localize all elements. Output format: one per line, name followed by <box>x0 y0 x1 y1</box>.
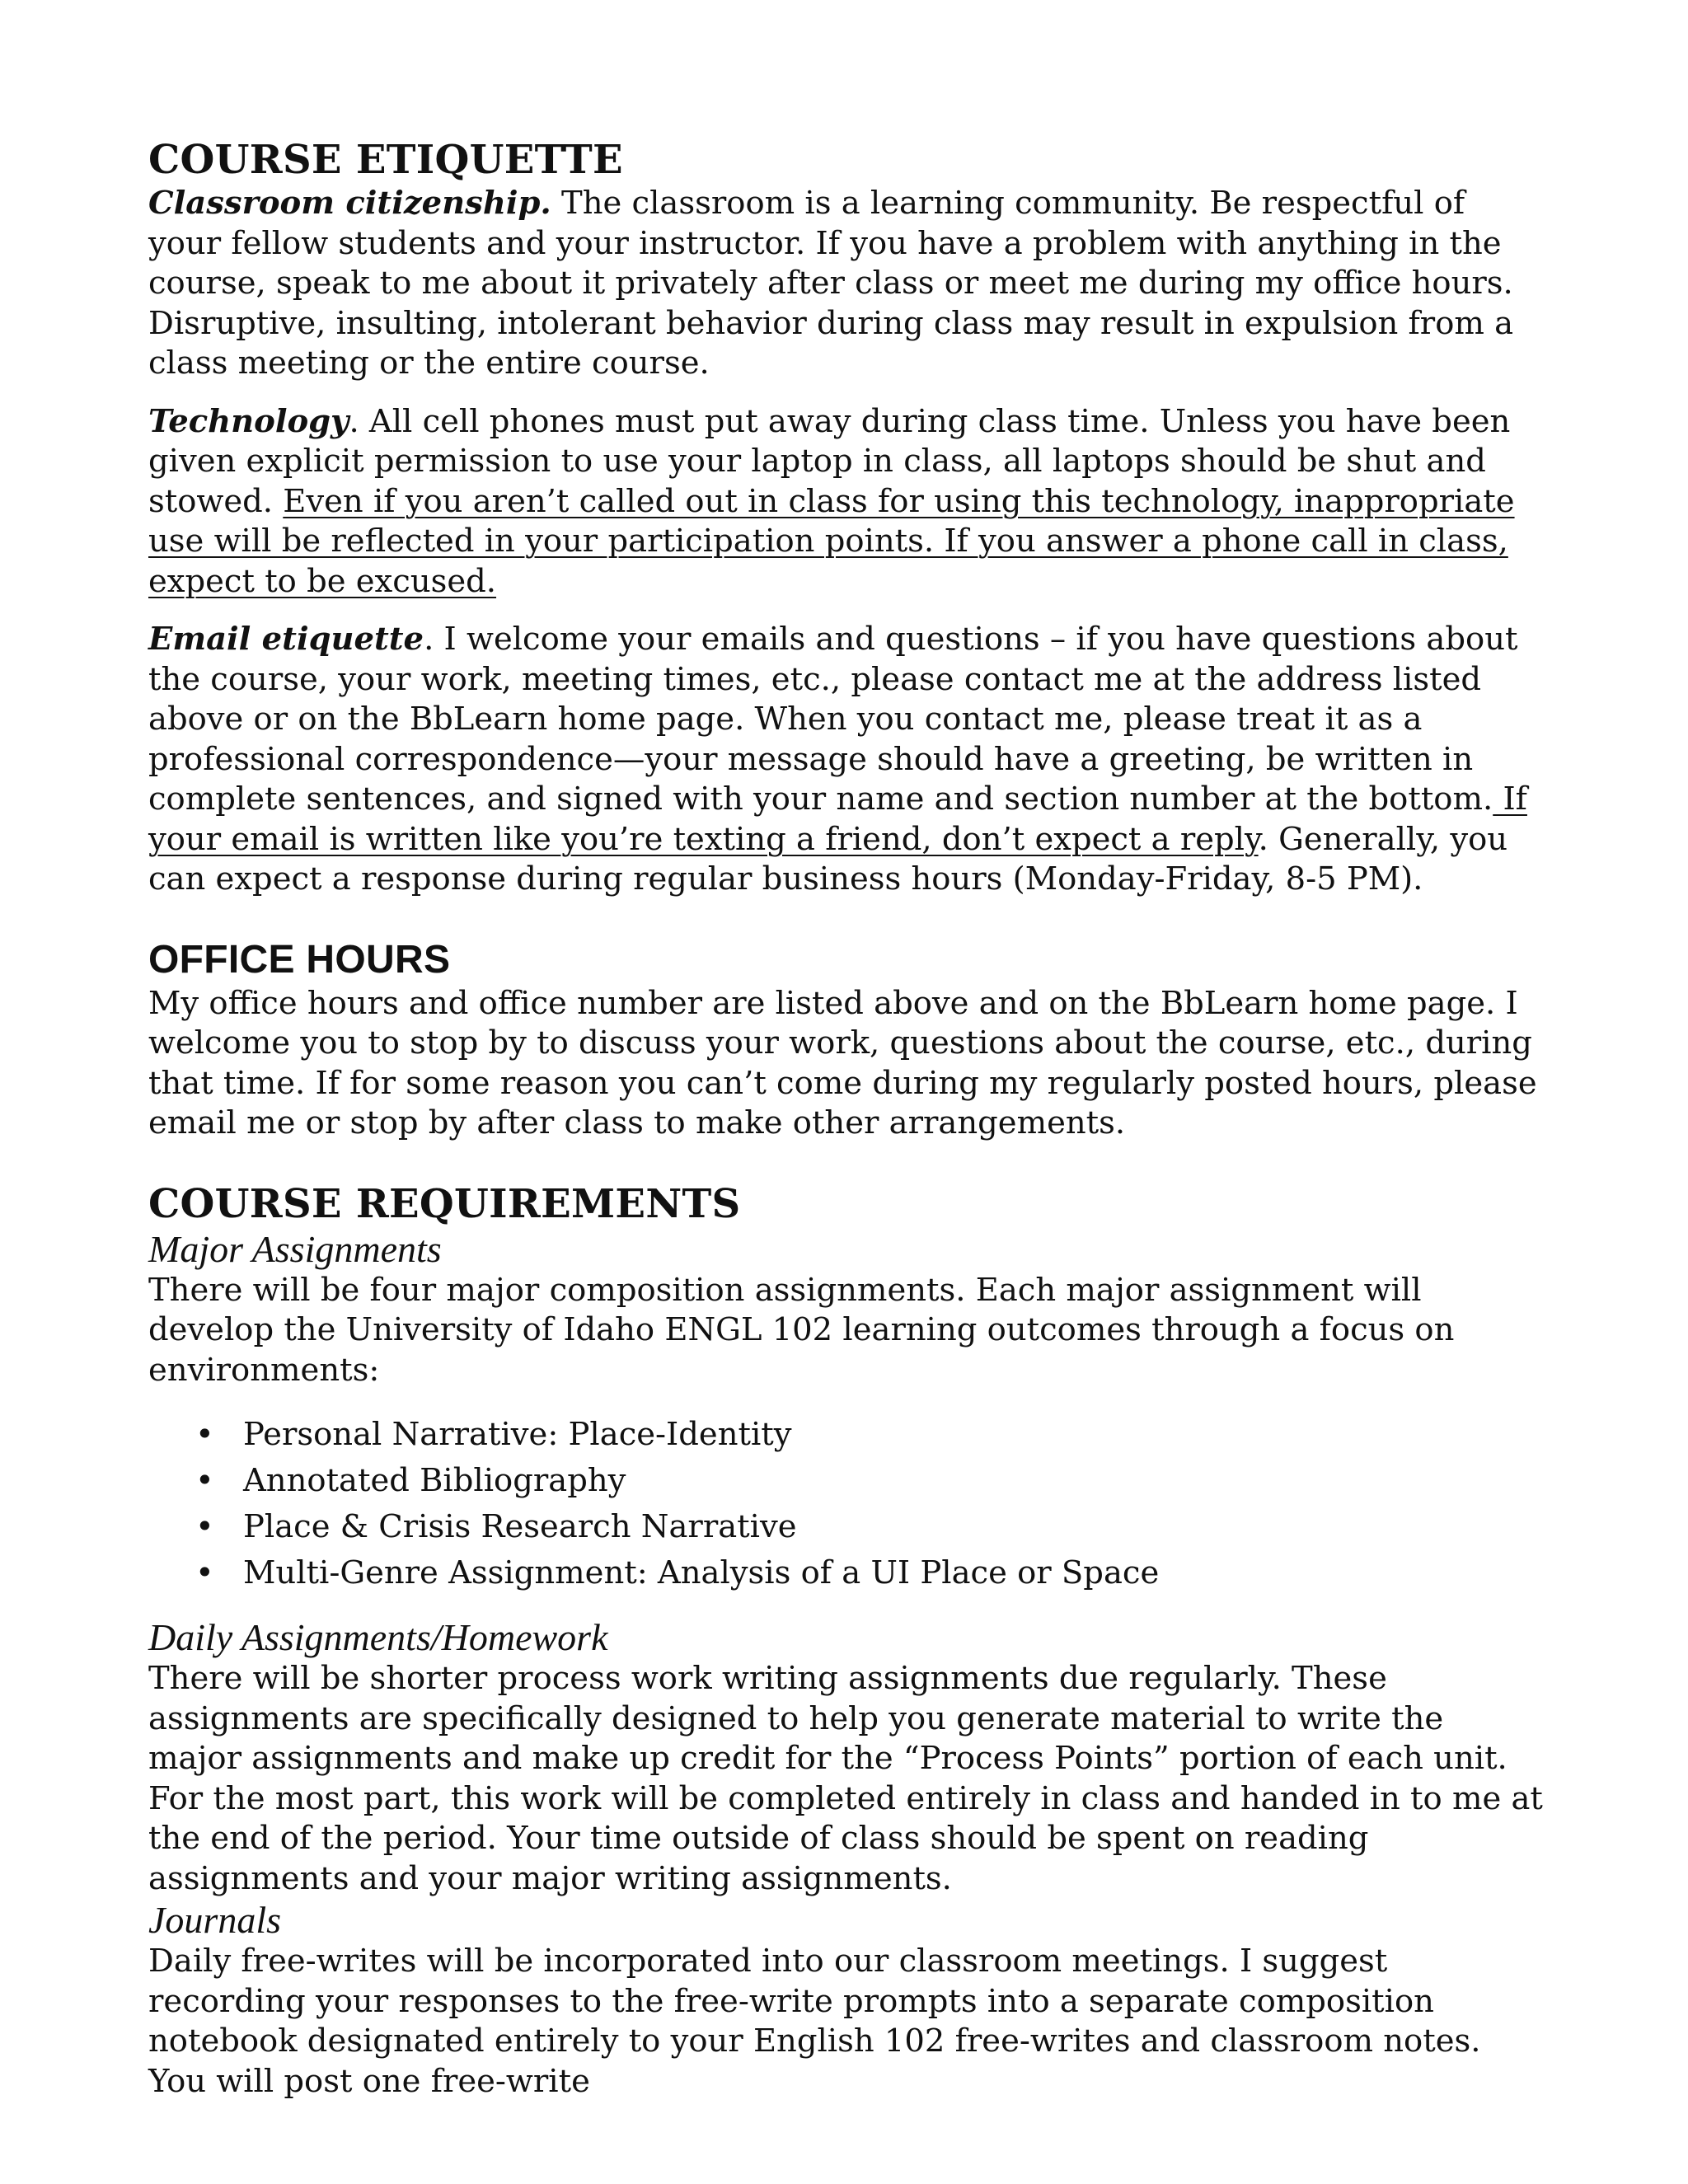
citizenship-text: The classroom is a learning community. Be respectful of your fellow students and your instructor. If you have a problem with anything in the course, speak to me about it privately after class or meet me during my office hours. Disruptive, insulting, intolerant behavior during class may result in expulsion from a class meeting or the entire course. <box>148 185 1514 382</box>
course-etiquette-heading: COURSE ETIQUETTE <box>148 137 623 183</box>
major-assignments-paragraph: There will be four major composition assignments. Each major assignment will develop the University of Idaho ENGL 102 learning outcomes through a focus on environments: <box>148 1271 1455 1389</box>
list-item: • Personal Narrative: Place-Identity <box>243 1415 1544 1455</box>
office-hours-heading: OFFICE HOURS <box>148 937 451 982</box>
classroom-citizenship-paragraph <box>148 184 1544 384</box>
email-tail-text: . Generally, you can expect a response during regular business hours (Monday-Friday, 8-5 PM). <box>148 820 1508 898</box>
email-text: . I welcome your emails and questions – if you have questions about the course, your work, meeting times, etc., please contact me at the address listed above or on the BbLearn home page. When you contact me, please treat it as a professional correspondence—your message should have a greeting, be written in complete sentences, and signed with your name and section number at the bottom. <box>148 621 1518 818</box>
list-item: • Multi-Genre Assignment: Analysis of a UI Place or Space <box>243 1554 1544 1593</box>
email-etiquette-paragraph <box>148 620 1544 900</box>
technology-underlined-text: Even if you aren’t called out in class for using this technology, inappropriate use will be reflected in your participation points. If you answer a phone call in class, expect to be excused. <box>148 482 1515 600</box>
email-underlined-text: If your email is written like you’re texting a friend, don’t expect a reply <box>148 780 1527 858</box>
list-item: • Place & Crisis Research Narrative <box>243 1507 1544 1547</box>
citizenship-lead: Classroom citizenship. <box>148 185 551 222</box>
office-hours-paragraph: My office hours and office number are listed above and on the BbLearn home page. I welcome you to stop by to discuss your work, questions about the course, etc., during that time. If for some reason you can’t come during my regularly posted hours, please email me or stop by after class to make other arrangements. <box>148 984 1537 1141</box>
email-lead: Email etiquette <box>148 621 424 658</box>
daily-assignments-subheading: Daily Assignments/Homework <box>148 1616 608 1658</box>
technology-lead: Technology <box>148 402 349 440</box>
major-assignments-list <box>148 1415 1544 1593</box>
technology-text: . All cell phones must put away during class time. Unless you have been given explicit permission to use your laptop in class, all laptops should be shut and stowed. <box>148 402 1511 520</box>
journals-subheading: Journals <box>148 1899 281 1941</box>
major-assignments-subheading: Major Assignments <box>148 1227 442 1270</box>
list-item: • Annotated Bibliography <box>243 1461 1544 1501</box>
course-requirements-heading: COURSE REQUIREMENTS <box>148 1180 741 1227</box>
journals-paragraph: Daily free-writes will be incorporated into our classroom meetings. I suggest recording your responses to the free-write prompts into a separate composition notebook designated entirely to your English 102 free-writes and classroom notes. You will post one free-write <box>148 1943 1481 2100</box>
technology-paragraph <box>148 402 1544 602</box>
daily-assignments-paragraph: There will be shorter process work writing assignments due regularly. These assignments are specifically designed to help you generate material to write the major assignments and make up credit for the “Process Points” portion of each unit. For the most part, this work will be completed entirely in class and handed in to me at the end of the period. Your time outside of class should be spent on reading assignments and your major writing assignments. <box>148 1660 1543 1897</box>
